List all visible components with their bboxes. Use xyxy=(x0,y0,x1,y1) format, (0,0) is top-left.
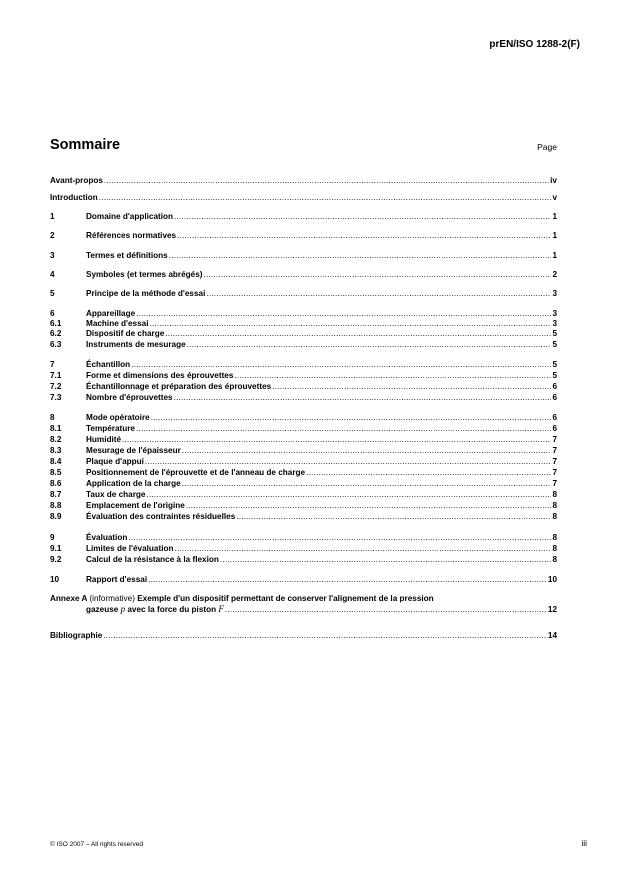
toc-entry-label: Mesurage de l'épaisseur xyxy=(86,446,181,455)
toc-entry-label: Positionnement de l'éprouvette et de l'anneau de charge xyxy=(86,468,306,477)
toc-entry-label: Introduction xyxy=(50,193,98,202)
toc-entry-label: Avant-propos xyxy=(50,176,103,185)
toc-entry-number: 8.3 xyxy=(50,446,62,455)
toc-entry-page: 5 xyxy=(552,329,557,338)
toc-entry[interactable] xyxy=(50,532,557,543)
toc-entry-number: 6.3 xyxy=(50,340,62,349)
toc-entry-page: 7 xyxy=(552,468,557,477)
toc-entry-page: 1 xyxy=(552,251,557,260)
toc-entry[interactable] xyxy=(50,478,557,489)
toc-entry[interactable] xyxy=(50,574,557,585)
toc-entry-label: Application de la charge xyxy=(86,479,181,488)
toc-entry-number: 7.2 xyxy=(50,382,62,391)
toc-entry-number: 9.2 xyxy=(50,555,62,564)
toc-annex-entry[interactable] xyxy=(50,593,557,617)
annex-var-p: p xyxy=(120,604,126,614)
toc-entry-label: Principe de la méthode d'essai xyxy=(86,289,206,298)
document-id: prEN/ISO 1288-2(F) xyxy=(489,39,580,50)
toc-entry[interactable] xyxy=(50,269,557,280)
toc-entry-page: 7 xyxy=(552,457,557,466)
toc-entry-number: 7.1 xyxy=(50,371,62,380)
annex-var-f: F xyxy=(218,604,224,614)
toc-entry-number: 5 xyxy=(50,289,55,298)
toc-entry-number: 1 xyxy=(50,212,55,221)
toc-entry[interactable] xyxy=(50,456,557,467)
toc-entry-page: 14 xyxy=(547,631,557,640)
toc-entry[interactable] xyxy=(50,500,557,511)
toc-entry-label: Évaluation des contraintes résiduelles xyxy=(86,512,236,521)
toc-entry[interactable] xyxy=(50,328,557,339)
toc-entry[interactable] xyxy=(50,175,557,186)
toc-entry-page: 8 xyxy=(552,490,557,499)
toc-entry-number: 8.9 xyxy=(50,512,62,521)
toc-entry-page: 8 xyxy=(552,512,557,521)
toc-entry-page: 3 xyxy=(552,289,557,298)
toc-entry-page: 1 xyxy=(552,212,557,221)
toc-entry[interactable] xyxy=(50,412,557,423)
page-number: iii xyxy=(581,838,587,848)
toc-entry-page: 6 xyxy=(552,393,557,402)
toc-entry-page: 10 xyxy=(547,575,557,584)
toc-entry[interactable] xyxy=(50,423,557,434)
toc-entry-number: 7 xyxy=(50,360,55,369)
toc-entry-page: 5 xyxy=(552,360,557,369)
toc-entry-label: Évaluation xyxy=(86,533,128,542)
toc-entry-page: 7 xyxy=(552,479,557,488)
toc-entry-label: Machine d'essai xyxy=(86,319,149,328)
toc-entry-number: 7.3 xyxy=(50,393,62,402)
toc-entry-label: Symboles (et termes abrégés) xyxy=(86,270,203,279)
copyright-notice: © ISO 2007 – All rights reserved xyxy=(50,841,143,848)
toc-entry-page: 3 xyxy=(552,309,557,318)
toc-entry[interactable] xyxy=(50,489,557,500)
toc-entry-label: Calcul de la résistance à la flexion xyxy=(86,555,219,564)
toc-entry-label: Bibliographie xyxy=(50,631,103,640)
toc-entry-number: 8.8 xyxy=(50,501,62,510)
toc-entry-label: Échantillonnage et préparation des éprouvettes xyxy=(86,382,272,391)
toc-entry-number: 4 xyxy=(50,270,55,279)
toc-entry-number: 8.1 xyxy=(50,424,62,433)
toc-entry-label: Taux de charge xyxy=(86,490,146,499)
toc-entry-page: 2 xyxy=(552,270,557,279)
toc-entry-page: iv xyxy=(550,176,557,185)
toc-entry[interactable] xyxy=(50,370,557,381)
toc-entry-label: Nombre d'éprouvettes xyxy=(86,393,173,402)
toc-entry-number: 6.2 xyxy=(50,329,62,338)
toc-entry-number: 8.6 xyxy=(50,479,62,488)
toc-entry[interactable] xyxy=(50,392,557,403)
toc-entry-page: 7 xyxy=(552,435,557,444)
toc-entry-page: 8 xyxy=(552,544,557,553)
toc-entry-label: Échantillon xyxy=(86,360,131,369)
toc-entry-label: Mode opératoire xyxy=(86,413,150,422)
toc-entry-page: 6 xyxy=(552,382,557,391)
toc-entry-number: 8.4 xyxy=(50,457,62,466)
toc-entry[interactable] xyxy=(50,250,557,261)
annex-kind: (informative) xyxy=(89,594,135,603)
toc-entry-page: 8 xyxy=(552,533,557,542)
toc-entry[interactable] xyxy=(50,359,557,370)
toc-entry[interactable] xyxy=(50,434,557,445)
toc-entry-label: Forme et dimensions des éprouvettes xyxy=(86,371,234,380)
toc-entry-label: Plaque d'appui xyxy=(86,457,144,466)
toc-entry-page: 6 xyxy=(552,424,557,433)
toc-entry-page: 8 xyxy=(552,501,557,510)
toc-entry-label: Dispositif de charge xyxy=(86,329,165,338)
toc-entry-page: 7 xyxy=(552,446,557,455)
toc-entry-number: 8.2 xyxy=(50,435,62,444)
toc-entry-label: Limites de l'évaluation xyxy=(86,544,174,553)
toc-entry-label: Termes et définitions xyxy=(86,251,168,260)
toc-entry-number: 8 xyxy=(50,413,55,422)
toc-entry-number: 2 xyxy=(50,231,55,240)
toc-entry-number: 9 xyxy=(50,533,55,542)
toc-entry-number: 10 xyxy=(50,575,60,584)
toc-entry-page: 1 xyxy=(552,231,557,240)
toc-entry[interactable] xyxy=(50,381,557,392)
toc-entry-label: Température xyxy=(86,424,135,433)
toc-entry-number: 8.7 xyxy=(50,490,62,499)
page-title: Sommaire xyxy=(50,137,121,153)
annex-title-line1: Exemple d'un dispositif permettant de conserver l'alignement de la pression xyxy=(137,594,434,603)
toc-entry[interactable] xyxy=(50,288,557,299)
toc-entry-page: v xyxy=(552,193,557,202)
toc-entry-label: Rapport d'essai xyxy=(86,575,148,584)
toc-entry[interactable] xyxy=(50,445,557,456)
page-column-label: Page xyxy=(537,142,557,152)
toc-entry-label: Instruments de mesurage xyxy=(86,340,186,349)
toc-entry-page: 12 xyxy=(547,605,557,614)
annex-prefix: Annexe A xyxy=(50,594,88,603)
toc-entry[interactable] xyxy=(50,630,557,641)
toc-entry[interactable] xyxy=(50,554,557,565)
toc-entry-page: 5 xyxy=(552,371,557,380)
toc-entry[interactable] xyxy=(50,211,557,222)
toc-entry-page: 3 xyxy=(552,319,557,328)
toc-entry-number: 6 xyxy=(50,309,55,318)
toc-entry-number: 9.1 xyxy=(50,544,62,553)
toc-entry-page: 5 xyxy=(552,340,557,349)
toc-entry-label: Domaine d'application xyxy=(86,212,174,221)
toc-entry[interactable] xyxy=(50,511,557,522)
toc-entry[interactable] xyxy=(50,339,557,350)
toc-entry-page: 6 xyxy=(552,413,557,422)
toc-entry-page: 8 xyxy=(552,555,557,564)
toc-entry-label: Références normatives xyxy=(86,231,177,240)
toc-entry-label: Appareillage xyxy=(86,309,136,318)
annex-title-line2b: avec la force du piston xyxy=(127,605,217,614)
toc-entry-number: 8.5 xyxy=(50,468,62,477)
toc-entry[interactable] xyxy=(50,543,557,554)
toc-entry[interactable] xyxy=(50,467,557,478)
toc-entry[interactable] xyxy=(50,230,557,241)
toc-entry[interactable] xyxy=(50,192,557,203)
toc-entry-number: 3 xyxy=(50,251,55,260)
toc-entry-label: Humidité xyxy=(86,435,122,444)
annex-title-line2a: gazeuse xyxy=(86,605,119,614)
toc-entry-label: Emplacement de l'origine xyxy=(86,501,185,510)
toc-entry-number: 6.1 xyxy=(50,319,62,328)
